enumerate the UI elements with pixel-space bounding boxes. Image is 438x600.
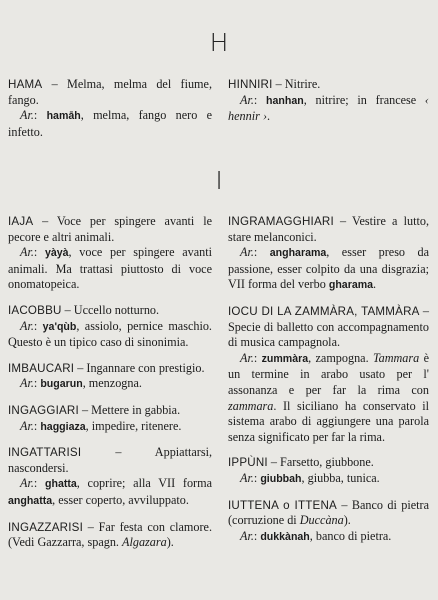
dictionary-entry	[8, 361, 212, 393]
dictionary-entry	[8, 520, 212, 551]
arabic-etymology	[8, 245, 212, 293]
definition-text-end: ).	[343, 513, 351, 528]
arabic-etymology	[8, 419, 212, 436]
dictionary-entry	[8, 303, 212, 351]
definition-text-end: ).	[166, 535, 174, 550]
etymology-text: , menzogna.	[82, 376, 142, 391]
arabic-etymology	[228, 93, 429, 125]
etymology-text: :	[33, 418, 41, 433]
entry-definition	[228, 304, 429, 351]
definition-text: – Nitrire.	[272, 77, 321, 91]
arabic-label: Ar.	[240, 470, 254, 485]
section-h-left-column	[8, 77, 212, 150]
section-letter-h: H	[209, 28, 229, 57]
arabic-label: Ar.	[240, 92, 254, 107]
arabic-word: hanhan	[266, 94, 304, 107]
arabic-word: dukkànah	[260, 530, 310, 543]
entry-definition	[8, 403, 212, 419]
etymology-text: , esser preso da passione, esser colpito da una disgrazia; VII forma del verbo	[228, 245, 429, 292]
dictionary-entry	[8, 214, 212, 293]
etymology-text: . Il siciliano ha conservato il sistema arabo di aggiungere una parola senza significato per far la rima.	[228, 398, 429, 444]
etymology-text: :	[33, 245, 45, 260]
dictionary-entry	[8, 445, 212, 509]
entry-headword: IUTTENA o ITTENA	[228, 498, 337, 512]
dictionary-entry	[228, 214, 429, 294]
arabic-etymology	[8, 108, 212, 140]
entry-definition	[8, 361, 212, 377]
definition-italic: Algazara	[122, 535, 167, 550]
etymology-text: , impedire, ritenere.	[85, 418, 182, 433]
dictionary-entry	[228, 498, 429, 546]
etymology-text: è un termine in arabo usato per l' assonanza e per far la rima con	[228, 350, 429, 397]
etymology-text: , esser coperto, avviluppato.	[52, 492, 189, 507]
etymology-text: :	[33, 376, 41, 391]
arabic-label: Ar.	[20, 418, 34, 433]
etymology-text: .	[266, 109, 270, 124]
etymology-text: :	[33, 108, 47, 123]
entry-definition	[8, 77, 212, 108]
etymology-text: :	[253, 92, 267, 107]
section-letter-i: I	[215, 166, 223, 195]
arabic-etymology	[8, 376, 212, 393]
dictionary-entry	[228, 455, 429, 487]
etymology-text: :	[253, 350, 262, 365]
etymology-text: :	[33, 476, 45, 491]
arabic-etymology	[8, 319, 212, 351]
section-i-left-column	[8, 214, 212, 561]
entry-definition	[228, 455, 429, 471]
definition-text: – Ingannare con prestigio.	[74, 360, 205, 375]
entry-definition	[8, 214, 212, 245]
entry-definition	[228, 77, 429, 93]
entry-definition	[228, 214, 429, 245]
italic-text: ‹ hennir ›	[228, 92, 429, 124]
dictionary-entry	[8, 403, 212, 435]
italic-text: zammara	[228, 398, 274, 413]
section-h-right-column	[228, 77, 429, 135]
entry-definition	[8, 520, 212, 551]
entry-headword: INGATTARISI	[8, 446, 82, 460]
definition-text: – Appiattarsi, nascondersi.	[8, 445, 212, 475]
arabic-label: Ar.	[240, 350, 254, 365]
entry-headword: IOCU DI LA ZAMMÀRA, TAMMÀRA	[228, 304, 420, 318]
arabic-etymology	[228, 471, 429, 488]
definition-text: – Farsetto, giubbone.	[267, 455, 374, 470]
arabic-label: Ar.	[240, 528, 254, 543]
dictionary-entry	[228, 304, 429, 445]
entry-headword: HAMA	[8, 78, 43, 91]
etymology-text: :	[253, 245, 270, 260]
definition-text: – Mettere in gabbia.	[78, 402, 181, 417]
arabic-label: Ar.	[20, 318, 34, 333]
arabic-etymology	[228, 529, 429, 546]
arabic-etymology	[228, 245, 429, 294]
arabic-label: Ar.	[20, 245, 34, 260]
section-i-right-column	[228, 214, 429, 555]
definition-text: – Melma, melma del fiume, fango.	[8, 77, 212, 107]
etymology-text: , giubba, tunica.	[301, 470, 380, 485]
arabic-word: gharama	[328, 279, 374, 292]
dictionary-entry	[228, 77, 429, 125]
entry-definition	[8, 303, 212, 319]
definition-text: – Vestire a lutto, stare melanconici.	[228, 214, 429, 244]
etymology-text: :	[33, 318, 43, 333]
definition-text: – Specie di balletto con accompagnamento di musica campagnola.	[228, 303, 430, 350]
italic-text: Tammara	[372, 350, 420, 365]
etymology-text: , assiolo, pernice maschio. Questo è un tipico caso di sinonimia.	[8, 318, 212, 350]
definition-text: – Banco di pietra (corruzione di	[228, 497, 429, 528]
etymology-text: :	[253, 470, 261, 485]
etymology-text: , coprire; alla VII forma	[76, 476, 212, 491]
arabic-label: Ar.	[20, 376, 34, 391]
arabic-word: giubbah	[260, 472, 302, 485]
definition-text: – Uccello notturno.	[61, 302, 160, 317]
arabic-word: anghatta	[8, 494, 53, 507]
definition-italic: Duccàna	[299, 513, 344, 528]
entry-headword: HINNIRI	[228, 78, 273, 91]
etymology-text: , melma, fango nero e infetto.	[8, 108, 212, 139]
etymology-text: , zampogna.	[308, 350, 373, 365]
arabic-word: ya'qùb	[42, 320, 77, 333]
etymology-text: , nitrire; in francese	[303, 92, 425, 107]
entry-headword: INGAGGIARI	[8, 403, 79, 417]
etymology-text: , banco di pietra.	[309, 528, 392, 543]
arabic-label: Ar.	[20, 476, 34, 491]
entry-headword: INGRAMAGGHIARI	[228, 215, 334, 228]
entry-headword: IAJA	[8, 215, 34, 228]
arabic-word: bugarun	[40, 378, 83, 391]
etymology-text: :	[253, 528, 261, 543]
arabic-word: zummàra	[261, 352, 309, 365]
etymology-text: .	[373, 277, 377, 292]
arabic-word: haggiaza	[40, 420, 86, 433]
entry-headword: IACOBBU	[8, 303, 62, 317]
arabic-word: hamāh	[46, 110, 81, 123]
entry-headword: IPPÙNI	[228, 456, 268, 470]
dictionary-entry	[8, 77, 212, 140]
entry-definition	[228, 498, 429, 529]
entry-definition	[8, 445, 212, 476]
entry-headword: INGAZZARISI	[8, 520, 83, 534]
definition-text: – Voce per spingere avanti le pecore e altri animali.	[8, 214, 212, 244]
arabic-word: ghatta	[45, 478, 77, 491]
arabic-word: yàyà	[44, 247, 69, 260]
arabic-label: Ar.	[240, 245, 254, 260]
arabic-label: Ar.	[20, 108, 34, 123]
arabic-word: angharama	[269, 247, 327, 260]
arabic-etymology	[8, 476, 212, 509]
definition-text: – Far festa con clamore. (Vedi Gazzarra, spagn.	[8, 519, 212, 550]
etymology-text: , voce per spingere avanti animali. Ma trattasi piuttosto di voce onomatopeica.	[8, 245, 212, 292]
entry-headword: IMBAUCARI	[8, 361, 75, 375]
arabic-etymology	[228, 351, 429, 446]
